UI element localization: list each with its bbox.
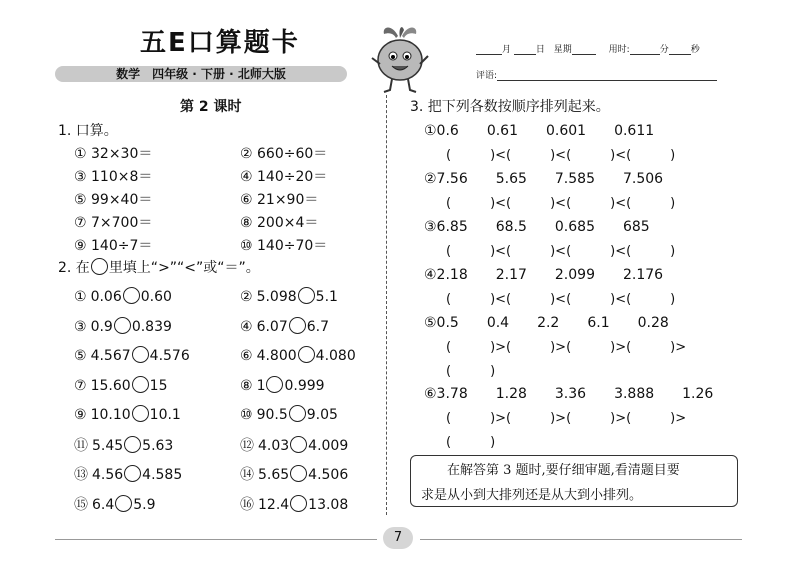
order-numbers: ④2.18 2.17 2.099 2.176 (424, 267, 664, 283)
answer-circle[interactable] (124, 465, 141, 482)
compare-item: ⑮ 6.4 5.9 (74, 496, 156, 513)
answer-circle[interactable] (266, 376, 283, 393)
month-blank[interactable] (476, 44, 502, 55)
compare-item: ⑧ 1 0.999 (240, 377, 325, 394)
arithmetic-item: ⑤ 99×40＝ (74, 192, 153, 208)
compare-item: ⑤ 4.567 4.576 (74, 348, 190, 364)
weekday-blank[interactable] (572, 44, 596, 55)
order-answer-slots[interactable]: ( )>( )>( )>( )> (446, 411, 687, 426)
compare-item: ② 5.098 5.1 (240, 289, 338, 305)
compare-item: ⑬ 4.56 4.585 (74, 467, 183, 483)
answer-circle[interactable] (290, 465, 307, 482)
order-answer-slot-last[interactable]: ( ) (446, 364, 496, 379)
lesson-title: 第 2 课时 (180, 99, 242, 115)
second-blank[interactable] (669, 44, 691, 55)
order-numbers: ②7.56 5.65 7.585 7.506 (424, 171, 664, 187)
section2-title: 2. 在 里填上“>”“<”或“＝”。 (58, 260, 260, 276)
minute-blank[interactable] (630, 44, 660, 55)
order-numbers: ⑤0.5 0.4 2.2 6.1 0.28 (424, 315, 669, 331)
subject-grade-bar: 数学 四年级 · 下册 · 北师大版 (55, 66, 347, 82)
answer-circle[interactable] (290, 495, 307, 512)
section3-title: 3. 把下列各数按顺序排列起来。 (410, 99, 610, 115)
order-answer-slots[interactable]: ( )<( )<( )<( ) (446, 244, 676, 259)
column-divider (386, 95, 387, 515)
answer-circle[interactable] (132, 376, 149, 393)
tip-box (410, 455, 738, 507)
arithmetic-item: ④ 140÷20＝ (240, 169, 328, 185)
compare-item: ④ 6.07 6.7 (240, 318, 329, 335)
arithmetic-item: ⑦ 7×700＝ (74, 215, 153, 231)
answer-circle[interactable] (289, 317, 306, 334)
arithmetic-item: ⑩ 140÷70＝ (240, 238, 328, 254)
compare-item: ⑨ 10.10 10.1 (74, 407, 181, 423)
answer-circle[interactable] (289, 405, 306, 422)
compare-item: ⑩ 90.5 9.05 (240, 407, 338, 423)
compare-item: ⑪ 5.45 5.63 (74, 437, 174, 454)
arithmetic-item: ③ 110×8＝ (74, 169, 153, 185)
footer-rule-right (420, 539, 742, 540)
arithmetic-item: ⑨ 140÷7＝ (74, 238, 153, 254)
answer-circle[interactable] (132, 405, 149, 422)
order-numbers: ①0.6 0.61 0.601 0.611 (424, 123, 655, 139)
answer-circle[interactable] (298, 287, 315, 304)
brand-title: 五E口算题卡 (140, 28, 300, 58)
compare-item: ⑭ 5.65 4.506 (240, 467, 349, 483)
compare-item: ⑦ 15.60 15 (74, 377, 168, 394)
compare-item: ⑯ 12.4 13.08 (240, 496, 349, 513)
arithmetic-item: ⑧ 200×4＝ (240, 215, 319, 231)
footer-rule-left (55, 539, 377, 540)
page-number: 7 (383, 527, 413, 549)
tip-line-2: 求是从小到大排列还是从大到小排列。 (421, 488, 643, 503)
comment-line: 评语: (476, 68, 717, 81)
compare-item: ⑫ 4.03 4.009 (240, 437, 349, 454)
answer-circle[interactable] (290, 436, 307, 453)
answer-circle[interactable] (132, 346, 149, 363)
vegetable-mascot-icon (368, 22, 432, 94)
answer-circle[interactable] (124, 436, 141, 453)
compare-item: ① 0.06 0.60 (74, 289, 172, 305)
day-blank[interactable] (514, 44, 536, 55)
date-time-line: 月 日 星期 用时: 分 秒 (476, 42, 700, 55)
answer-circle[interactable] (298, 346, 315, 363)
order-answer-slots[interactable]: ( )<( )<( )<( ) (446, 292, 676, 307)
comment-blank[interactable] (497, 70, 717, 81)
section1-title: 1. 口算。 (58, 123, 118, 139)
order-numbers: ③6.85 68.5 0.685 685 (424, 219, 650, 235)
arithmetic-item: ② 660÷60＝ (240, 146, 328, 162)
compare-item: ⑥ 4.800 4.080 (240, 348, 356, 364)
order-numbers: ⑥3.78 1.28 3.36 3.888 1.26 (424, 386, 714, 402)
arithmetic-item: ⑥ 21×90＝ (240, 192, 319, 208)
answer-circle[interactable] (115, 495, 132, 512)
circle-icon (91, 258, 108, 275)
order-answer-slot-last[interactable]: ( ) (446, 435, 496, 450)
order-answer-slots[interactable]: ( )>( )>( )>( )> (446, 340, 687, 355)
order-answer-slots[interactable]: ( )<( )<( )<( ) (446, 148, 676, 163)
order-answer-slots[interactable]: ( )<( )<( )<( ) (446, 196, 676, 211)
answer-circle[interactable] (123, 287, 140, 304)
arithmetic-item: ① 32×30＝ (74, 146, 153, 162)
answer-circle[interactable] (114, 317, 131, 334)
tip-line-1: 在解答第 3 题时,要仔细审题,看清题目要 (447, 463, 680, 478)
compare-item: ③ 0.9 0.839 (74, 318, 172, 335)
